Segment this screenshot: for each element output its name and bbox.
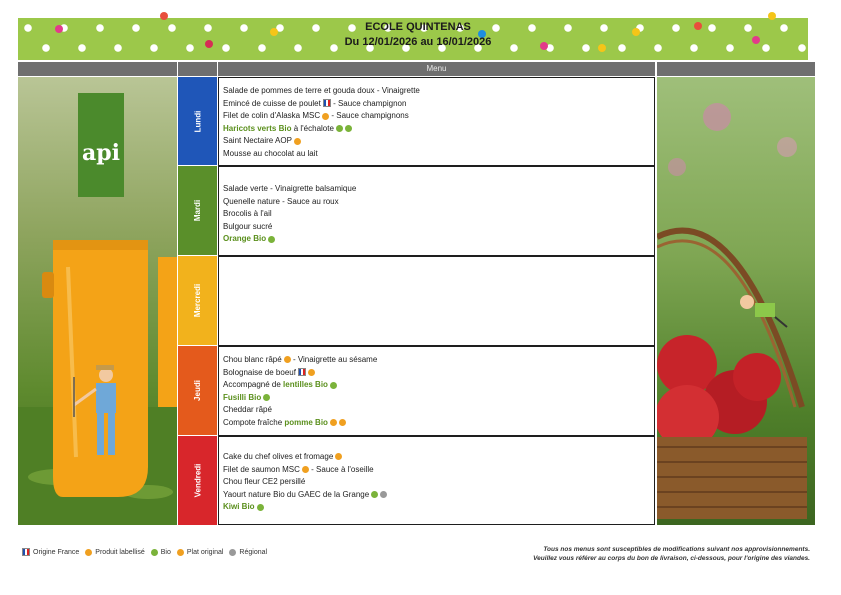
bio-icon xyxy=(151,549,158,556)
day-label: Mardi xyxy=(193,199,202,222)
menu-box-mardi xyxy=(218,166,655,256)
confetti-dot xyxy=(768,12,776,20)
original-dish-icon xyxy=(308,369,315,376)
photo-apple-basket xyxy=(657,77,815,525)
school-name: ECOLE QUINTENAS xyxy=(365,21,471,33)
header-bar-left xyxy=(18,62,177,76)
dish-name: Emincé de cuisse de poulet xyxy=(223,98,321,108)
day-label: Jeudi xyxy=(193,380,202,401)
confetti-dot xyxy=(598,44,606,52)
legend-label: Origine France xyxy=(33,548,80,556)
header-bar-day xyxy=(178,62,217,76)
dish-suffix: - Sauce champignons xyxy=(329,111,409,121)
menu-box-vendredi xyxy=(218,436,655,525)
bio-dish-name: pomme Bio xyxy=(284,417,328,427)
menu-item xyxy=(223,501,654,514)
menu-dates: Du 12/01/2026 au 16/01/2026 xyxy=(344,36,492,48)
confetti-dot xyxy=(540,42,548,50)
title-block xyxy=(318,20,518,58)
label-icon xyxy=(330,419,337,426)
menu-item xyxy=(223,354,654,367)
menu-item xyxy=(223,367,654,380)
api-logo: api xyxy=(82,140,120,166)
day-label: Lundi xyxy=(193,110,202,132)
header-bar-menu xyxy=(218,62,655,76)
dish-name: Bulgour sucré xyxy=(223,221,273,231)
bio-icon xyxy=(345,125,352,132)
dish-name: Brocolis à l'ail xyxy=(223,209,272,219)
menu-item xyxy=(223,221,654,234)
menu-item xyxy=(223,392,654,405)
dish-name: Bolognaise de boeuf xyxy=(223,367,296,377)
dish-name: Cheddar râpé xyxy=(223,405,272,415)
label-icon xyxy=(284,356,291,363)
menu-item xyxy=(223,196,654,209)
dish-name: Filet de colin d'Alaska MSC xyxy=(223,111,321,121)
menu-item xyxy=(223,379,654,392)
day-tab-vendredi xyxy=(178,436,217,525)
original-dish-icon xyxy=(177,549,184,556)
menu-item xyxy=(223,183,654,196)
confetti-dot xyxy=(752,36,760,44)
legend-label: Régional xyxy=(239,548,268,556)
confetti-dot xyxy=(160,12,168,20)
day-tab-mardi xyxy=(178,166,217,255)
confetti-dot xyxy=(694,22,702,30)
disclaimer xyxy=(410,545,810,563)
label-icon xyxy=(294,138,301,145)
bio-icon xyxy=(330,382,337,389)
menu-item xyxy=(223,476,654,489)
disclaimer-line-2: Veuillez vous référer au corps du bon de livraison, ci-dessous, pour l'origine des viandes. xyxy=(533,555,810,562)
dish-name: Compote fraîche xyxy=(223,417,285,427)
day-label: Mercredi xyxy=(192,283,202,318)
bio-dish-name: Haricots verts Bio xyxy=(223,123,292,133)
dish-name: Mousse au chocolat au lait xyxy=(223,148,318,158)
bio-icon xyxy=(336,125,343,132)
confetti-dot xyxy=(270,28,278,36)
origin-france-icon xyxy=(323,99,331,107)
bio-icon xyxy=(268,236,275,243)
regional-icon xyxy=(380,491,387,498)
menu-box-mercredi xyxy=(218,256,655,346)
origin-france-icon xyxy=(22,548,30,556)
dish-name: Yaourt nature Bio du GAEC de la Grange xyxy=(223,489,370,499)
menu-item xyxy=(223,464,654,477)
regional-icon xyxy=(229,549,236,556)
confetti-dot xyxy=(55,25,63,33)
menu-item xyxy=(223,233,654,246)
dish-name: Chou fleur CE2 persillé xyxy=(223,477,306,487)
origin-france-icon xyxy=(298,368,306,376)
day-tab-jeudi xyxy=(178,346,217,435)
menu-item xyxy=(223,110,654,123)
bio-icon xyxy=(263,394,270,401)
menu-item xyxy=(223,489,654,502)
menu-box-lundi xyxy=(218,77,655,166)
original-dish-icon xyxy=(339,419,346,426)
day-label: Vendredi xyxy=(192,463,202,498)
legend-label: Produit labellisé xyxy=(95,548,145,556)
menu-item xyxy=(223,208,654,221)
dish-suffix: à l'échalote xyxy=(291,123,334,133)
label-icon xyxy=(85,549,92,556)
confetti-dot xyxy=(632,28,640,36)
menu-item xyxy=(223,148,654,161)
day-tab-lundi xyxy=(178,77,217,165)
bio-dish-name: lentilles Bio xyxy=(283,380,328,390)
bio-icon xyxy=(371,491,378,498)
dish-name: Saint Nectaire AOP xyxy=(223,136,292,146)
dish-name: Quenelle nature - Sauce au roux xyxy=(223,196,339,206)
menu-item xyxy=(223,98,654,111)
confetti-dot xyxy=(205,40,213,48)
header-bar-right xyxy=(657,62,815,76)
label-icon xyxy=(302,466,309,473)
day-tab-mercredi xyxy=(178,256,217,345)
apple-basket-illustration xyxy=(657,77,815,525)
legend-label: Plat original xyxy=(186,548,224,556)
legend xyxy=(18,548,267,556)
original-dish-icon xyxy=(335,453,342,460)
bio-dish-name: Fusilli Bio xyxy=(223,392,262,402)
menu-box-jeudi xyxy=(218,346,655,436)
disclaimer-line-1: Tous nos menus sont susceptibles de modifications suivant nos approvisionnements. xyxy=(543,546,810,553)
menu-item xyxy=(223,404,654,417)
menu-item xyxy=(223,123,654,136)
dish-suffix: - Sauce champignon xyxy=(330,98,407,108)
dish-name: Salade verte - Vinaigrette balsamique xyxy=(223,184,357,193)
dish-name: Filet de saumon MSC xyxy=(223,464,300,474)
dish-name: Chou blanc râpé xyxy=(223,355,282,364)
menu-item xyxy=(223,135,654,148)
dish-name: Accompagné de xyxy=(223,380,284,390)
dish-name: Cake du chef olives et fromage xyxy=(223,452,334,461)
menu-item xyxy=(223,451,654,464)
bio-dish-name: Orange Bio xyxy=(223,234,267,244)
menu-column-label: Menu xyxy=(426,64,447,73)
menu-item xyxy=(223,417,654,430)
dish-name: Salade de pommes de terre et gouda doux - Vinaigrette xyxy=(223,86,420,95)
dish-suffix: - Sauce à l'oseille xyxy=(308,464,374,474)
menu-item xyxy=(223,85,654,98)
bio-dish-name: Kiwi Bio xyxy=(223,502,255,512)
bio-icon xyxy=(257,504,264,511)
legend-label: Bio xyxy=(160,548,171,556)
dish-suffix: - Vinaigrette au sésame xyxy=(290,355,378,364)
